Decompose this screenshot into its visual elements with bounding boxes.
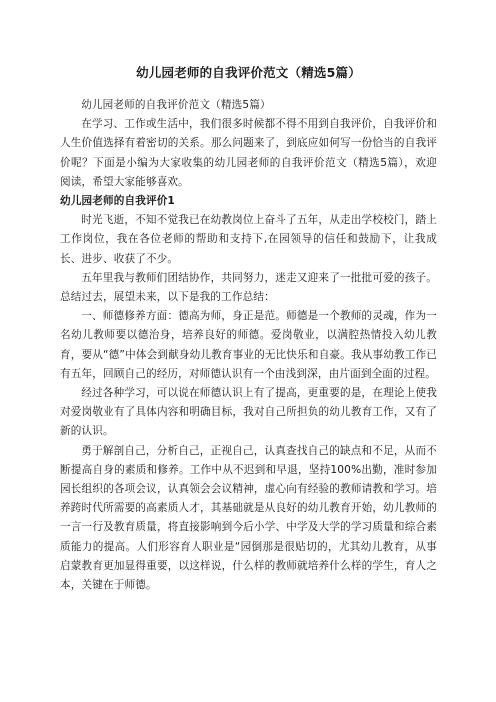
body-paragraph: 经过各种学习，可以说在师德认识上有了提高，更重要的是，在理论上使我对爱岗敬业有了具体内容和明确目标，我对自己所担负的幼儿教育工作，又有了新的认识。 [60,387,437,438]
body-paragraph: 时光飞逝，不知不觉我已在幼教岗位上奋斗了五年，从走出学校校门，踏上工作岗位，我在各位老师的帮助和支持下,在园领导的信任和鼓励下，让我成长、进步、收获了不少。 [60,214,437,265]
document-title: 幼儿园老师的自我评价范文（精选5篇） [136,65,361,80]
body-paragraph: 五年里我与教师们团结协作，共同努力，迷走又迎来了一批批可爱的孩子。总结过去，展望未来，以下是我的工作总结： [60,271,437,304]
section-heading: 幼儿园老师的自我评价1 [60,195,175,208]
intro-subtitle: 幼儿园老师的自我评价范文（精选5篇） [81,99,271,111]
intro-paragraph: 在学习、工作或生活中，我们很多时候都不得不用到自我评价，自我评价和人生价值选择有着密切的关系。那么问题来了，到底应如何写一份恰当的自我评价呢？下面是小编为大家收集的幼儿园老师的自我评价范文（精选5篇），欢迎阅读，希望大家能够喜欢。 [60,118,437,188]
body-paragraph: 一、师德修养方面：德高为师，身正是范。师德是一个教师的灵魂，作为一名幼儿教师要以德治身，培养良好的师德。爱岗敬业，以满腔热情投入幼儿教育，要从“德”中体会到献身幼儿教育事业的无比快乐和自豪。我从事幼教工作已有五年，回顾自己的经历，对师德认识有一个由浅到深，由片面到全面的过程。 [60,310,437,380]
body-paragraph: 勇于解剖自己，分析自己，正视自己，认真查找自己的缺点和不足，从而不断提高自身的素质和修养。工作中从不迟到和早退，坚持100%出勤，准时参加园长组织的各项会议，认真领会会议精神，虚心向有经验的教师请教和学习。培养跨时代所需要的高素质人才，其基础就是从良好的幼儿教育开始，幼儿教师的一言一行及教育质量，将直接影响到今后小学、中学及大学的学习质量和综合素质能力的提高。人们形容育人职业是“园倒那是很贴切的，尤其幼儿教育，从事启蒙教育更加显得重要，以这样说，什么样的教师就培养什么样的学生，育人之本，关键在于师德。 [60,444,437,592]
